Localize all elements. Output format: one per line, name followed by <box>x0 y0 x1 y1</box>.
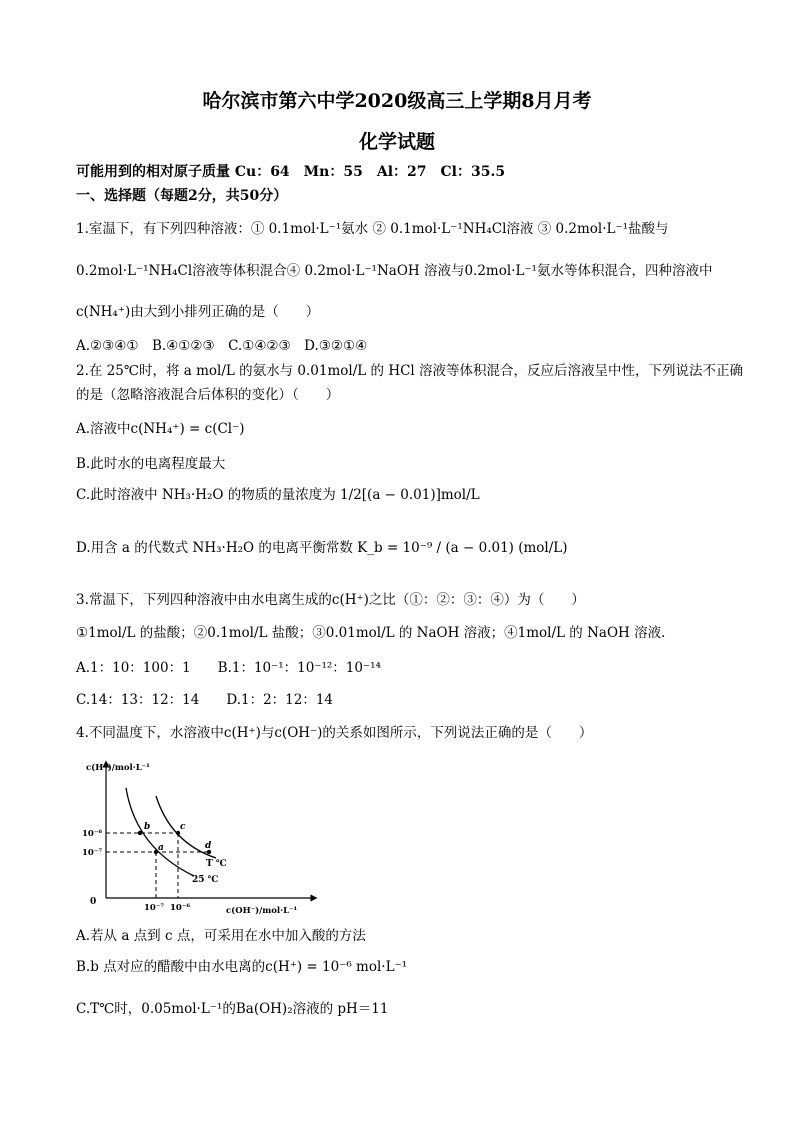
origin-label: 0 <box>90 897 97 907</box>
q3-line-1: 3.常温下，下列四种溶液中由水电离生成的c(H⁺)之比（①：②：③：④）为（ ） <box>76 592 585 608</box>
x-axis-label: c(OH⁻)/mol·L⁻¹ <box>226 906 298 916</box>
q1-line-1: 1.室温下，有下列四种溶液：① 0.1mol·L⁻¹氨水 ② 0.1mol·L⁻¹NH₄Cl溶液 ③ 0.2mol·L⁻¹盐酸与 <box>76 221 669 237</box>
q1-line-3: c(NH₄⁺)由大到小排列正确的是（ ） <box>76 304 320 320</box>
label-d: d <box>205 841 212 851</box>
q1-line-2: 0.2mol·L⁻¹NH₄Cl溶液等体积混合④ 0.2mol·L⁻¹NaOH 溶液与0.2mol·L⁻¹氨水等体积混合，四种溶液中 <box>76 263 713 279</box>
x-tick-1e-6: 10⁻⁶ <box>170 903 191 913</box>
ion-product-graph <box>76 758 321 918</box>
point-b <box>138 831 142 835</box>
q2-option-d: D.用含 a 的代数式 NH₃·H₂O 的电离平衡常数 K_b = 10⁻⁹ / (a − 0.01) (mol/L) <box>76 540 568 556</box>
section-heading: 一、选择题（每题2分，共50分） <box>76 188 288 204</box>
x-tick-1e-7: 10⁻⁷ <box>144 903 165 913</box>
q2-option-b: B.此时水的电离程度最大 <box>76 456 226 472</box>
q4-line-1: 4.不同温度下，水溶液中c(H⁺)与c(OH⁻)的关系如图所示，下列说法正确的是（ ） <box>76 725 593 741</box>
y-tick-1e-7: 10⁻⁷ <box>82 848 103 858</box>
q4-option-c: C.T℃时，0.05mol·L⁻¹的Ba(OH)₂溶液的 pH＝11 <box>76 1001 389 1017</box>
q2-line-1: 2.在 25℃时，将 a mol/L 的氨水与 0.01mol/L 的 HCl 溶液等体积混合，反应后溶液呈中性，下列说法不正确 <box>76 363 744 379</box>
graph-svg <box>76 758 321 918</box>
label-b: b <box>144 822 151 832</box>
q2-option-a: A.溶液中c(NH₄⁺) = c(Cl⁻) <box>76 421 245 437</box>
label-a: a <box>158 843 164 853</box>
q3-options-cd: C.14：13：12：14 D.1：2：12：14 <box>76 692 334 708</box>
curve-label-25c: 25 ℃ <box>192 875 219 885</box>
q3-options-ab: A.1：10：100：1 B.1：10⁻¹：10⁻¹²：10⁻¹⁴ <box>76 660 381 676</box>
q2-option-c: C.此时溶液中 NH₃·H₂O 的物质的量浓度为 1/2[(a − 0.01)]mol/L <box>76 487 480 503</box>
curve-25c <box>126 788 194 876</box>
q4-option-b: B.b 点对应的醋酸中由水电离的c(H⁺) = 10⁻⁶ mol·L⁻¹ <box>76 959 408 975</box>
curve-label-t: T ℃ <box>206 859 227 869</box>
y-tick-1e-6: 10⁻⁶ <box>82 829 103 839</box>
q4-option-a: A.若从 a 点到 c 点，可采用在水中加入酸的方法 <box>76 928 366 944</box>
q1-options: A.②③④① B.④①②③ C.①④②③ D.③②①④ <box>76 338 368 354</box>
atomic-masses: 可能用到的相对原子质量 Cu：64 Mn：55 Al：27 Cl：35.5 <box>76 164 506 180</box>
exam-subtitle: 化学试题 <box>358 131 435 153</box>
q2-line-2: 的是（忽略溶液混合后体积的变化）（ ） <box>76 387 340 403</box>
exam-title: 哈尔滨市第六中学2020级高三上学期8月月考 <box>202 90 592 112</box>
q3-line-2: ①1mol/L 的盐酸；②0.1mol/L 盐酸；③0.01mol/L 的 NaOH 溶液；④1mol/L 的 NaOH 溶液. <box>76 625 666 641</box>
y-axis-label: c(H⁺)/mol·L⁻¹ <box>86 763 150 773</box>
label-c: c <box>180 822 186 832</box>
